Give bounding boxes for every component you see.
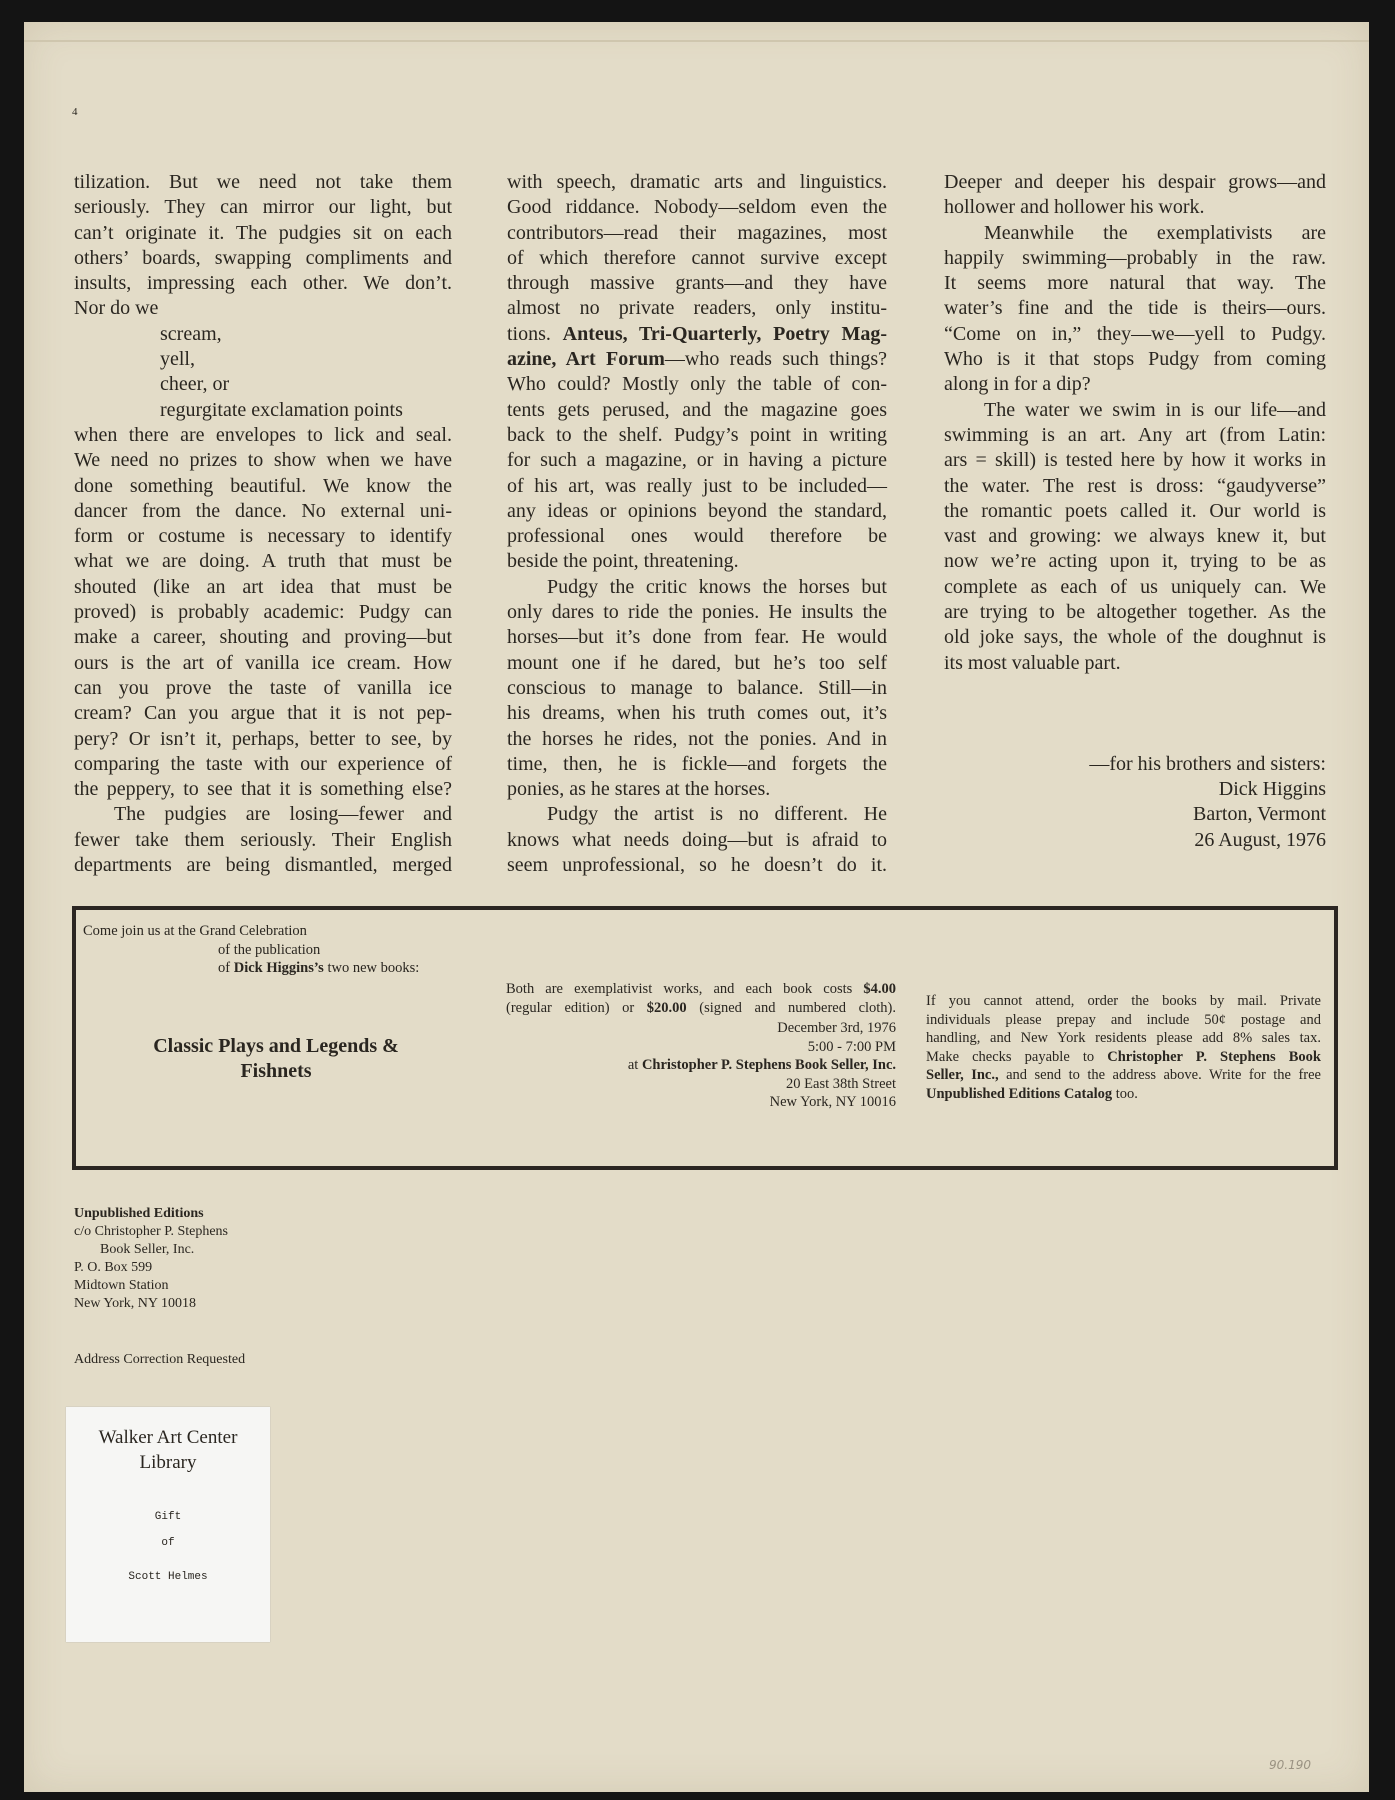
text-line: the water. The rest is dross: “gaudyverse” xyxy=(944,474,1326,497)
text-line: shouted (like an art idea that must be xyxy=(74,575,452,598)
magazine-titles: azine, Art Forum xyxy=(507,348,665,371)
text-line: Pudgy the critic knows the horses but xyxy=(547,575,887,598)
text-line: old joke says, the whole of the doughnut is xyxy=(944,626,1326,649)
text-line: “Come on in,” they—we—yell to Pudgy. xyxy=(944,322,1326,345)
text-line: are trying to be altogether together. As the xyxy=(944,601,1326,624)
text-run: too. xyxy=(1115,1085,1138,1102)
magazine-titles: Anteus, Tri-Quarterly, Poetry Mag- xyxy=(562,322,887,345)
text-run: (signed and numbered cloth). xyxy=(699,999,897,1016)
text-line: any ideas or opinions beyond the standard, xyxy=(507,499,887,522)
library-name xyxy=(66,1425,270,1475)
text-line: what we are doing. A truth that must be xyxy=(74,550,452,573)
event-details xyxy=(506,980,896,1112)
mail-order-text xyxy=(926,992,1321,1103)
text-line: along in for a dip? xyxy=(944,373,1091,396)
text-line: professional ones would therefore be xyxy=(507,525,887,548)
text-line: seem unprofessional, so he doesn’t do it. xyxy=(507,854,887,877)
invitation-text xyxy=(83,922,428,978)
text-line: scream, xyxy=(160,322,222,345)
address-correction-note: Address Correction Requested xyxy=(74,1352,246,1367)
text-line: dancer from the dance. No external uni- xyxy=(74,499,452,522)
spacer xyxy=(944,676,1326,701)
spacer xyxy=(944,727,1326,752)
text-line: Who could? Mostly only the table of con- xyxy=(507,373,887,396)
book-title: Classic Plays xyxy=(153,1035,264,1057)
text-line: cheer, or xyxy=(160,373,230,396)
text-line xyxy=(507,347,887,372)
book-titles xyxy=(136,1034,416,1084)
text-line xyxy=(926,1048,1321,1067)
event-street: 20 East 38th Street xyxy=(786,1075,896,1092)
announcement-box xyxy=(72,906,1338,1170)
text-line: the horses he rides, not the ponies. And in xyxy=(507,727,887,750)
text-line xyxy=(506,980,896,999)
library-line: Library xyxy=(139,1452,197,1473)
text-run: tions. xyxy=(507,322,551,345)
text-line: only dares to ride the ponies. He insults the xyxy=(507,601,887,624)
text-line: It seems more natural that way. The xyxy=(944,272,1326,295)
text-line: Come join us at the Grand Celebration xyxy=(83,923,307,939)
text-line: of which therefore cannot survive except xyxy=(507,246,887,269)
text-line: back to the shelf. Pudgy’s point in writing xyxy=(507,423,887,446)
text-line: now we’re acting upon it, trying to be as xyxy=(944,550,1326,573)
text-line: water’s fine and the tide is theirs—ours. xyxy=(944,297,1326,320)
text-line: Who is it that stops Pudgy from coming xyxy=(944,348,1326,371)
text-run: Make checks payable to xyxy=(926,1048,1095,1065)
text-line: conscious to manage to balance. Still—in xyxy=(507,676,887,699)
text-run: two new books: xyxy=(327,960,420,976)
venue-name: Christopher P. Stephens Book Seller, Inc. xyxy=(641,1057,896,1073)
book-title: Legends & Fishnets xyxy=(240,1035,399,1082)
text-line: ars = skill) is tested here by how it works in xyxy=(944,449,1326,472)
donor-name: Scott Helmes xyxy=(128,1571,208,1583)
text-line: Meanwhile the exemplativists are xyxy=(984,221,1326,244)
event-city: New York, NY 10016 xyxy=(769,1094,896,1110)
price: $4.00 xyxy=(863,981,897,997)
text-line: swimming is an art. Any art (from Latin: xyxy=(944,423,1326,446)
text-line: individuals please prepay and include 50¢ postage and xyxy=(926,1011,1321,1028)
event-date: December 3rd, 1976 xyxy=(777,1020,896,1036)
address-line: c/o Christopher P. Stephens xyxy=(74,1224,228,1239)
catalog-name: Unpublished Editions Catalog xyxy=(926,1085,1113,1102)
address-line: New York, NY 10018 xyxy=(74,1296,196,1311)
accession-number: 90.190 xyxy=(1269,1758,1311,1772)
signature-place: Barton, Vermont xyxy=(1193,803,1326,826)
text-line: can’t originate it. The pudgies sit on each xyxy=(74,221,452,244)
text-line: proved) is probably academic: Pudgy can xyxy=(74,601,452,624)
author-name: Dick Higgins’s xyxy=(233,960,324,976)
text-line: regurgitate exclamation points xyxy=(160,398,403,421)
text-line xyxy=(926,1066,1321,1085)
text-run: of xyxy=(218,960,231,976)
text-column-3 xyxy=(944,170,1326,853)
text-line xyxy=(507,322,887,347)
publisher-name: Unpublished Editions xyxy=(74,1206,204,1221)
text-run: and send to the address above. Write for the free xyxy=(1006,1067,1321,1083)
text-line: the peppery, to see that it is something else? xyxy=(74,778,452,801)
text-line: knows what needs doing—but is afraid to xyxy=(507,828,887,851)
text-run: —who reads such things? xyxy=(664,348,888,371)
document-page xyxy=(24,22,1369,1792)
library-label xyxy=(66,1407,270,1642)
text-line: comparing the taste with our experience of xyxy=(74,752,452,775)
text-line: happily swimming—probably in the raw. xyxy=(944,246,1326,269)
text-line: departments are being dismantled, merged xyxy=(74,854,452,877)
address-line: Midtown Station xyxy=(74,1278,169,1293)
text-line: its most valuable part. xyxy=(944,651,1121,674)
text-line: The water we swim in is our life—and xyxy=(984,398,1326,421)
event-venue xyxy=(506,1056,896,1075)
fold-line xyxy=(24,40,1369,42)
book-title-conjunction: and xyxy=(268,1035,301,1057)
text-line: the romantic poets called it. Our world is xyxy=(944,499,1326,522)
text-line: can you prove the taste of vanilla ice xyxy=(74,676,452,699)
text-line: horses—but it’s done from fear. He would xyxy=(507,626,887,649)
library-line: Walker Art Center xyxy=(98,1427,238,1448)
text-column-1 xyxy=(74,170,452,878)
signature-date: 26 August, 1976 xyxy=(1194,828,1326,851)
text-line: of his art, was really just to be included— xyxy=(507,474,887,497)
text-line: Pudgy the artist is no different. He xyxy=(547,803,887,826)
text-line: beside the point, threatening. xyxy=(507,550,739,573)
text-line: time, then, he is fickle—and forgets the xyxy=(507,752,887,775)
text-line: hollower and hollower his work. xyxy=(944,196,1205,219)
text-line: with speech, dramatic arts and linguistics. xyxy=(507,171,887,193)
text-line: cream? Can you argue that it is not pep- xyxy=(74,702,452,725)
text-line: contributors—read their magazines, most xyxy=(507,221,887,244)
text-line: for such a magazine, or in having a picture xyxy=(507,449,887,472)
text-line: his dreams, when his truth comes out, it’s xyxy=(507,702,887,725)
payee: Seller, Inc., xyxy=(926,1067,999,1083)
text-line: insults, impressing each other. We don’t. xyxy=(74,272,452,295)
text-line: pery? Or isn’t it, perhaps, better to see, by xyxy=(74,727,452,750)
text-run: Both are exemplativist works, and each book costs xyxy=(506,981,853,997)
text-line: form or costume is necessary to identify xyxy=(74,525,452,548)
text-line: ours is the art of vanilla ice cream. How xyxy=(74,651,452,674)
text-line: make a career, shouting and proving—but xyxy=(74,626,452,649)
text-line: fewer take them seriously. Their English xyxy=(74,828,452,851)
text-line: ponies, as he stares at the horses. xyxy=(507,778,771,801)
text-line xyxy=(506,999,896,1018)
text-run: at xyxy=(627,1057,639,1073)
signature-dedication: —for his brothers and sisters: xyxy=(1089,752,1326,775)
text-line: when there are envelopes to lick and seal. xyxy=(74,423,452,446)
text-line: of the publication xyxy=(218,941,321,958)
payee: Christopher P. Stephens Book xyxy=(1107,1048,1321,1065)
text-line: The pudgies are losing—fewer and xyxy=(114,803,452,826)
text-column-2 xyxy=(507,170,887,878)
address-line: Book Seller, Inc. xyxy=(100,1242,195,1257)
text-line: handling, and New York residents please add 8% sales tax. xyxy=(926,1030,1321,1046)
text-line: others’ boards, swapping compliments and xyxy=(74,246,452,269)
text-line: through massive grants—and they have xyxy=(507,272,887,295)
text-line xyxy=(926,1085,1321,1104)
event-time: 5:00 - 7:00 PM xyxy=(807,1038,896,1055)
text-line: Deeper and deeper his despair grows—and xyxy=(944,171,1326,193)
price: $20.00 xyxy=(646,999,687,1016)
text-line: yell, xyxy=(160,348,195,371)
gift-of-text: of xyxy=(161,1537,175,1549)
text-line: Good riddance. Nobody—seldom even the xyxy=(507,196,887,219)
text-line xyxy=(83,959,428,978)
text-line: vast and growing: we always knew it, but xyxy=(944,525,1326,548)
text-line: If you cannot attend, order the books by mail. Private xyxy=(926,993,1321,1009)
page-number: 4 xyxy=(72,106,78,118)
text-line: tilization. But we need not take them xyxy=(74,171,452,193)
text-line: complete as each of us uniquely can. We xyxy=(944,575,1326,598)
text-line: almost no private readers, only institu- xyxy=(507,297,887,320)
text-line: tents gets perused, and the magazine goes xyxy=(507,398,887,421)
text-line: Nor do we xyxy=(74,297,159,320)
gift-text: Gift xyxy=(154,1511,182,1523)
spacer xyxy=(944,701,1326,726)
return-address xyxy=(74,1205,228,1313)
signature-author: Dick Higgins xyxy=(1218,778,1326,801)
text-line: mount one if he dared, but he’s too self xyxy=(507,651,887,674)
address-line: P. O. Box 599 xyxy=(74,1260,153,1275)
text-line: seriously. They can mirror our light, but xyxy=(74,196,452,219)
text-line: We need no prizes to show when we have xyxy=(74,449,452,472)
text-line: done something beautiful. We know the xyxy=(74,474,452,497)
text-run: (regular edition) or xyxy=(506,999,635,1016)
